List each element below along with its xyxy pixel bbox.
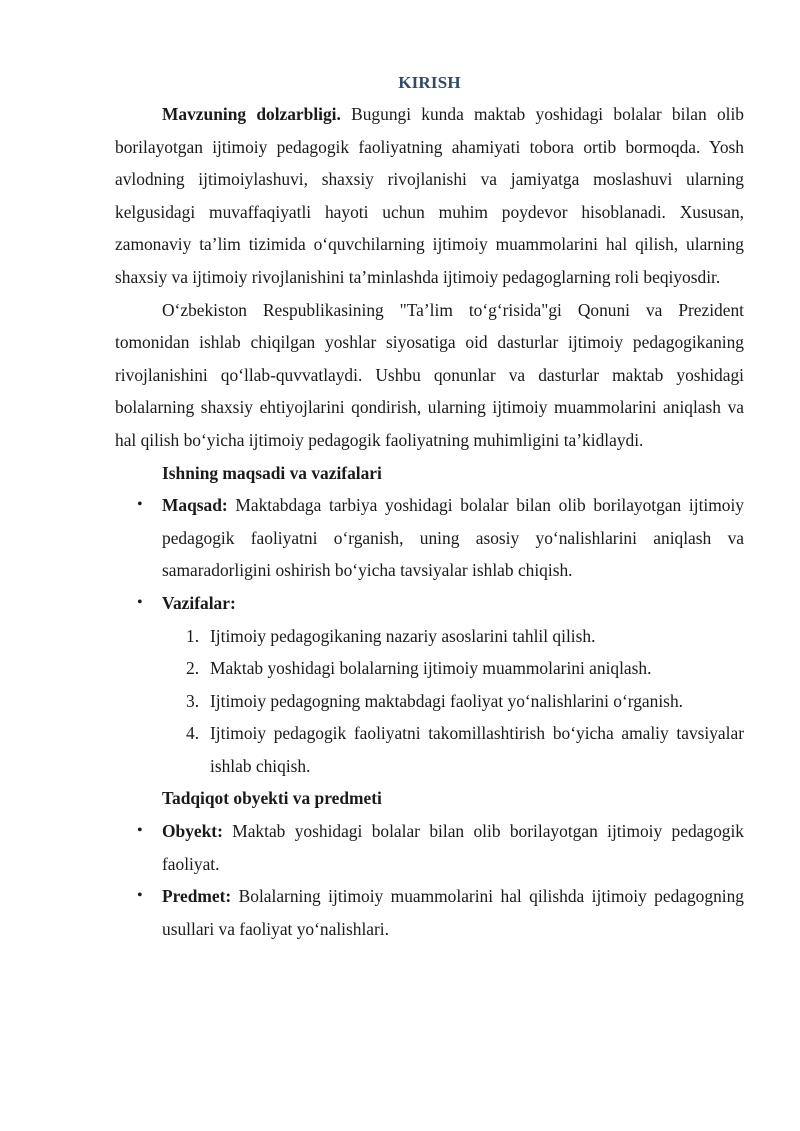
page-title: KIRISH (398, 73, 461, 92)
task-item (186, 685, 744, 718)
object-label: Obyekt: (162, 821, 223, 842)
relevance-lead: Mavzuning dolzarbligi. (162, 104, 341, 124)
subject-text: Bolalarning ijtimoiy muammolarini hal qilishda ijtimoiy pedagogning usullari va faoliyat yo‘nalishlari. (162, 886, 744, 939)
task-number: 4. (186, 723, 200, 744)
task-number: 1. (186, 625, 200, 646)
task-text: Ijtimoiy pedagogik faoliyatni takomillashtirish bo‘yicha amaliy tavsiyalar ishlab chiqish. (210, 723, 744, 776)
aim-item (162, 489, 744, 587)
object-item (162, 815, 744, 880)
tasks-label: Vazifalar: (162, 592, 236, 613)
task-text: Maktab yoshidagi bolalarning ijtimoiy muammolarini aniqlash. (210, 658, 652, 679)
goals-heading: Ishning maqsadi va vazifalari (162, 462, 382, 483)
research-heading: Tadqiqot obyekti va predmeti (162, 788, 382, 809)
tasks-item (162, 587, 744, 783)
task-item (186, 620, 744, 653)
task-text: Ijtimoiy pedagogning maktabdagi faoliyat yo‘nalishlarini o‘rganish. (210, 690, 683, 711)
subject-label: Predmet: (162, 886, 232, 907)
task-item (186, 652, 744, 685)
task-item (186, 717, 744, 782)
subject-item (162, 880, 744, 945)
legal-paragraph: O‘zbekiston Respublikasining "Ta’lim to‘g‘risida"gi Qonuni va Prezident tomonidan ishlab chiqilgan yoshlar siyosatiga oid dasturlar ijtimoiy pedagogikaning rivojlanishini qo‘llab-quvvatlaydi. Ushbu qonunlar va dasturlar maktab yoshidagi bolalarning shaxsiy ehtiyojlarini qondirish, ularning ijtimoiy muammolarini aniqlash va hal qilish bo‘yicha ijtimoiy pedagogik faoliyatning muhimligini ta’kidlaydi. (115, 299, 744, 450)
research-list (115, 815, 744, 945)
task-number: 3. (186, 690, 200, 711)
task-number: 2. (186, 658, 200, 679)
task-text: Ijtimoiy pedagogikaning nazariy asoslarini tahlil qilish. (210, 625, 596, 646)
tasks-list (162, 620, 744, 783)
relevance-paragraph (115, 98, 744, 294)
goals-list (115, 489, 744, 782)
relevance-text: Bugungi kunda maktab yoshidagi bolalar bilan olib borilayotgan ijtimoiy pedagogik faoliyatning ahamiyati tobora ortib bormoqda. Yosh avlodning ijtimoiylashuvi, shaxsiy rivojlanishi va jamiyatga moslashuvi ularning kelgusidagi muvaffaqiyatli hayoti uchun muhim poydevor hisoblanadi. Xususan, zamonaviy ta’lim tizimida o‘quvchilarning ijtimoiy muammolarini hal qilish, ularning shaxsiy va ijtimoiy rivojlanishini ta’minlashda ijtimoiy pedagoglarning roli beqiyosdir. (115, 104, 744, 287)
object-text: Maktab yoshidagi bolalar bilan olib borilayotgan ijtimoiy pedagogik faoliyat. (162, 821, 744, 874)
aim-text: Maktabdaga tarbiya yoshidagi bolalar bilan olib borilayotgan ijtimoiy pedagogik faoliyatni o‘rganish, uning asosiy yo‘nalishlarini aniqlash va samaradorligini oshirish bo‘yicha tavsiyalar ishlab chiqish. (162, 495, 744, 581)
aim-label: Maqsad: (162, 495, 228, 516)
